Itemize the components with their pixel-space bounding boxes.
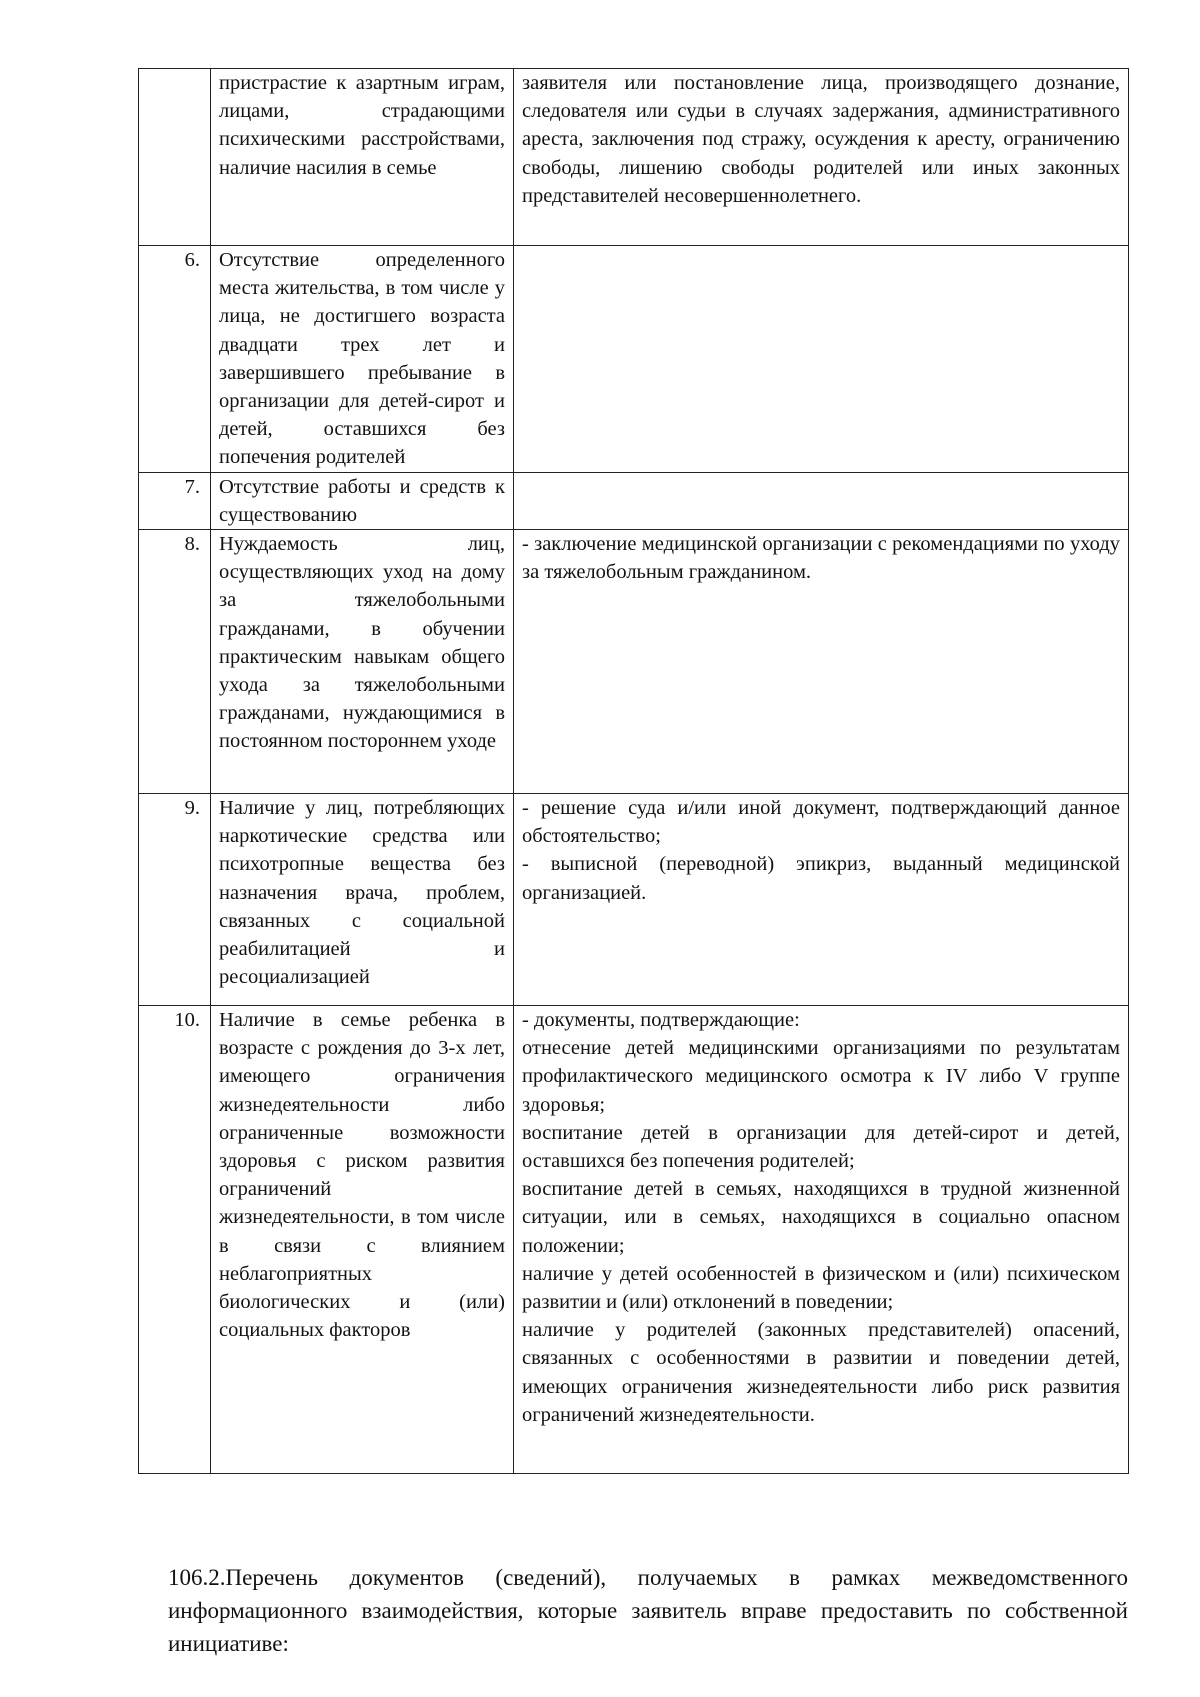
- documents-cell: [514, 246, 1129, 473]
- criterion-cell: Нуждаемость лиц, осуществляющих уход на дому за тяжелобольными гражданами, в обучении практическим навыкам общего ухода за тяжелобольными гражданами, нуждающимися в постоянном постороннем уходе: [211, 530, 514, 794]
- document-line: - документы, подтверждающие:: [522, 1009, 800, 1032]
- criterion-cell: Наличие у лиц, потребляющих наркотические средства или психотропные вещества без назначения врача, проблем, связанных с социальной реабилитацией и ресоциализацией: [211, 794, 514, 1006]
- criterion-cell: пристрастие к азартным играм, лицами, страдающими психическими расстройствами, наличие насилия в семье: [211, 69, 514, 246]
- table-row: [139, 472, 1129, 529]
- row-number: 10.: [139, 1006, 211, 1474]
- documents-cell: [514, 794, 1129, 1006]
- documents-table: [138, 68, 1129, 1474]
- row-number: 7.: [139, 472, 211, 529]
- table-row: [139, 530, 1129, 794]
- criterion-cell: Наличие в семье ребенка в возрасте с рождения до 3-х лет, имеющего ограничения жизнедеятельности либо ограниченные возможности здоровья с риском развития ограничений жизнедеятельности, в том числе в связи с влиянием неблагоприятных биологических и (или) социальных факторов: [211, 1006, 514, 1474]
- document-line: воспитание детей в организации для детей-сирот и детей, оставшихся без попечения родителей;: [522, 1121, 1120, 1173]
- row-number: 6.: [139, 246, 211, 473]
- documents-cell: [514, 69, 1129, 246]
- document-line: - решение суда и/или иной документ, подтверждающий данное обстоятельство;: [522, 797, 1120, 848]
- row-number: [139, 69, 211, 246]
- document-line: отнесение детей медицинскими организациями по результатам профилактического медицинского осмотра к IV либо V группе здоровья;: [522, 1037, 1120, 1116]
- documents-cell: [514, 1006, 1129, 1474]
- table-row: [139, 69, 1129, 246]
- paragraph-106-2: 106.2.Перечень документов (сведений), получаемых в рамках межведомственного информационного взаимодействия, которые заявитель вправе предоставить по собственной инициативе:: [168, 1565, 1128, 1656]
- row-number: 9.: [139, 794, 211, 1006]
- document-line: наличие у детей особенностей в физическом и (или) психическом развитии и (или) отклонений в поведении;: [522, 1262, 1120, 1314]
- table-row: [139, 1006, 1129, 1474]
- document-line: - заключение медицинской организации с рекомендациями по уходу за тяжелобольным гражданином.: [522, 533, 1120, 584]
- document-line: - выписной (переводной) эпикриз, выданный медицинской организацией.: [522, 853, 1120, 904]
- row-number: 8.: [139, 530, 211, 794]
- documents-cell: [514, 530, 1129, 794]
- table-row: [139, 246, 1129, 473]
- criterion-cell: Отсутствие определенного места жительства, в том числе у лица, не достигшего возраста двадцати трех лет и завершившего пребывание в организации для детей-сирот и детей, оставшихся без попечения родителей: [211, 246, 514, 473]
- criterion-cell: Отсутствие работы и средств к существованию: [211, 472, 514, 529]
- document-line: заявителя или постановление лица, производящего дознание, следователя или судьи в случаях задержания, административного ареста, заключения под стражу, осуждения к аресту, ограничению свободы, лишению свободы родителей или иных законных представителей несовершеннолетнего.: [522, 72, 1120, 207]
- table-row: [139, 794, 1129, 1006]
- document-line: воспитание детей в семьях, находящихся в трудной жизненной ситуации, или в семьях, находящихся в социально опасном положении;: [522, 1178, 1120, 1257]
- document-line: наличие у родителей (законных представителей) опасений, связанных с особенностями в развитии и поведении детей, имеющих ограничения жизнедеятельности либо риск развития ограничений жизнедеятельности.: [522, 1319, 1120, 1426]
- documents-cell: [514, 472, 1129, 529]
